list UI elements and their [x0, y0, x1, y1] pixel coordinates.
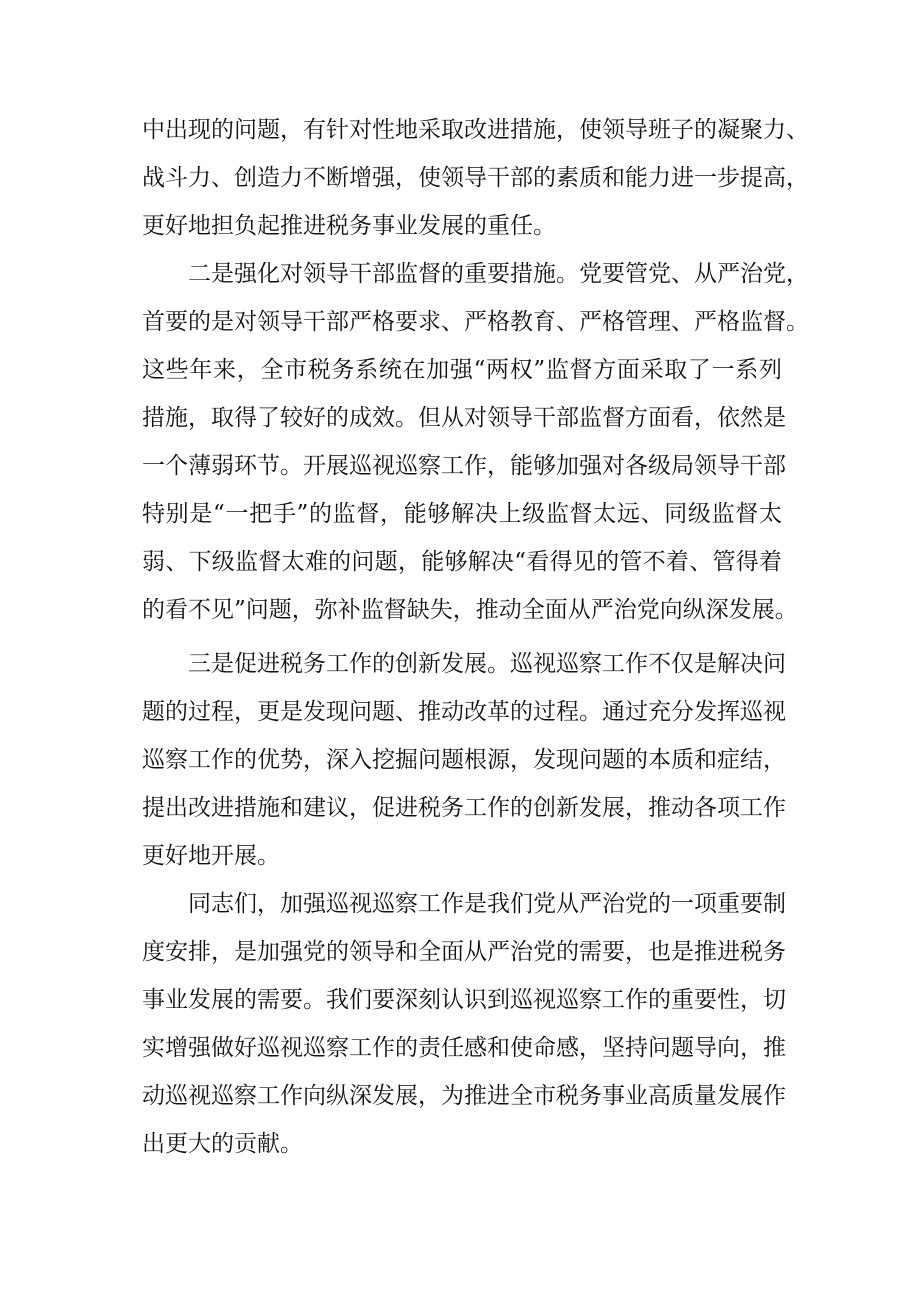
text-line: 中出现的问题，有针对性地采取改进措施，使领导班子的凝聚力、 [142, 117, 809, 143]
text-line: 更好地开展。 [142, 843, 280, 869]
text-line: 提出改进措施和建议，促进税务工作的创新发展，推动各项工作 [142, 795, 786, 821]
text-line: 战斗力、创造力不断增强，使领导干部的素质和能力进一步提高， [142, 165, 809, 191]
text-line: 弱、下级监督太难的问题，能够解决“看得见的管不着、管得着 [142, 549, 782, 575]
text-line: 一个薄弱环节。开展巡视巡察工作，能够加强对各级局领导干部 [142, 453, 786, 479]
text-line: 更好地担负起推进税务事业发展的重任。 [142, 213, 556, 239]
text-line: 二是强化对领导干部监督的重要措施。党要管党、从严治党， [188, 261, 809, 287]
text-line: 特别是“一把手”的监督，能够解决上级监督太远、同级监督太 [142, 501, 782, 527]
text-line: 出更大的贡献。 [142, 1131, 303, 1157]
text-line: 这些年来，全市税务系统在加强“两权”监督方面采取了一系列 [142, 357, 782, 383]
text-line: 同志们，加强巡视巡察工作是我们党从严治党的一项重要制 [188, 891, 786, 917]
text-line: 事业发展的需要。我们要深刻认识到巡视巡察工作的重要性，切 [142, 987, 786, 1013]
text-line: 度安排，是加强党的领导和全面从严治党的需要，也是推进税务 [142, 939, 786, 965]
text-line: 实增强做好巡视巡察工作的责任感和使命感，坚持问题导向，推 [142, 1035, 786, 1061]
text-line: 的看不见”问题，弥补监督缺失，推动全面从严治党向纵深发展。 [142, 597, 798, 623]
text-line: 措施，取得了较好的成效。但从对领导干部监督方面看，依然是 [142, 405, 786, 431]
text-line: 动巡视巡察工作向纵深发展，为推进全市税务事业高质量发展作 [142, 1083, 786, 1109]
text-line: 三是促进税务工作的创新发展。巡视巡察工作不仅是解决问 [188, 651, 786, 677]
text-line: 首要的是对领导干部严格要求、严格教育、严格管理、严格监督。 [142, 309, 809, 335]
text-line: 巡察工作的优势，深入挖掘问题根源，发现问题的本质和症结， [142, 747, 786, 773]
text-line: 题的过程，更是发现问题、推动改革的过程。通过充分发挥巡视 [142, 699, 786, 725]
